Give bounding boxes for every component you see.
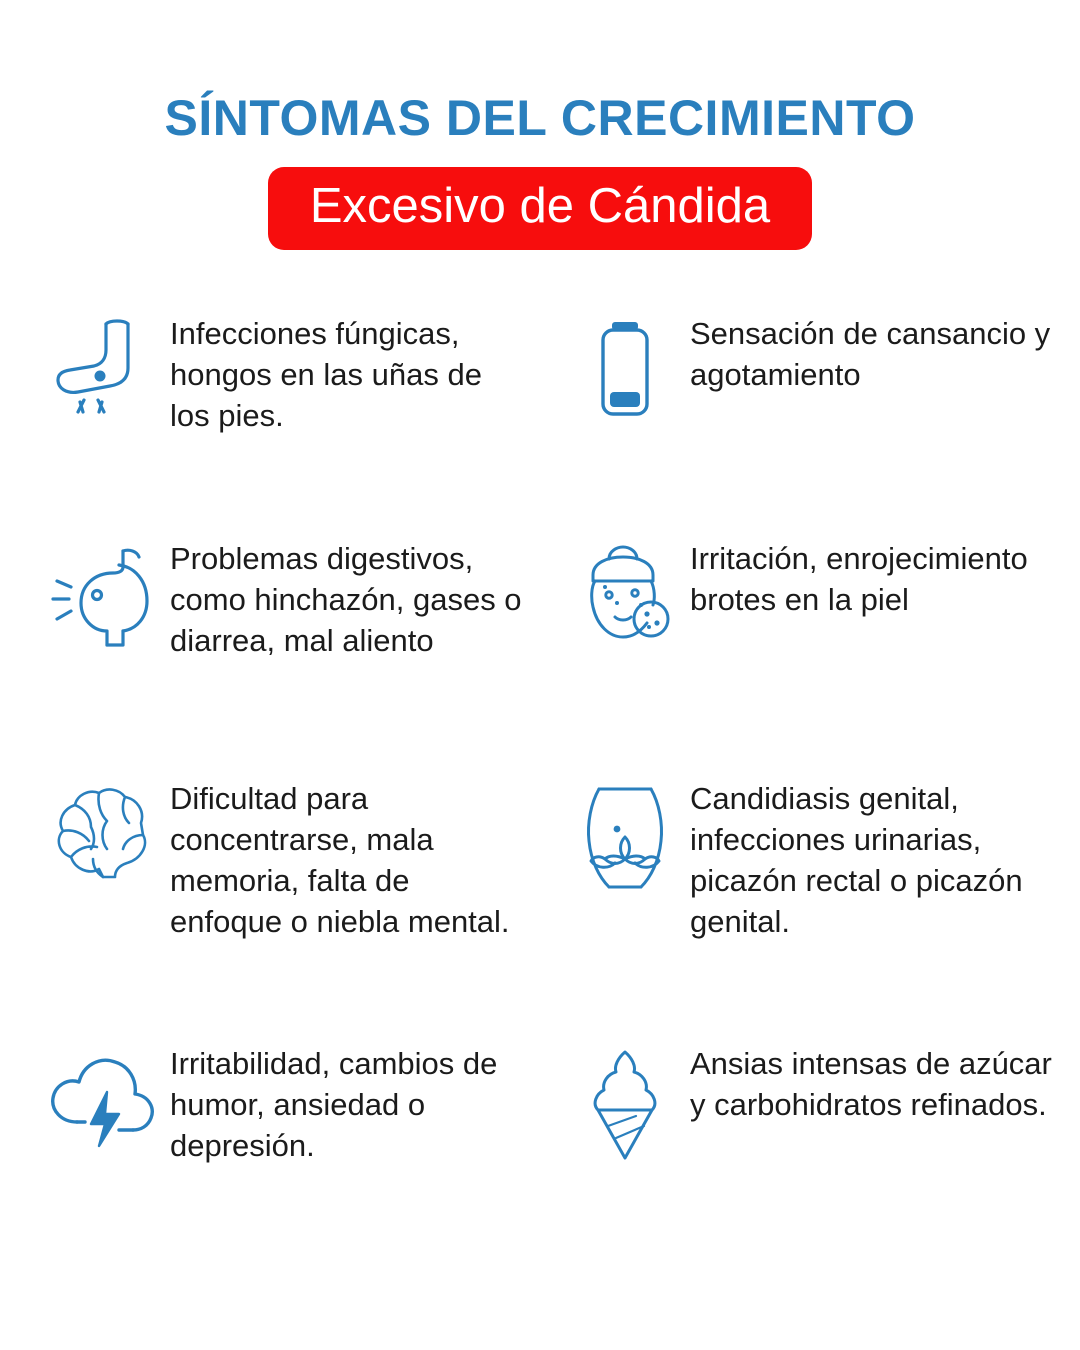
list-item [560, 777, 1080, 1042]
subtitle-badge: Excesivo de Cándida [268, 167, 812, 250]
list-item-label: Irritabilidad, cambios de humor, ansiedad o depresión. [170, 1045, 498, 1163]
stomach-icon [40, 537, 170, 661]
list-item [40, 312, 560, 537]
ice-cream-cone-icon [560, 1042, 690, 1164]
title-badge-wrapper [0, 167, 1080, 250]
list-item-label: Ansias intensas de azúcar y carbohidratos refinados. [690, 1045, 1052, 1122]
poster-header [0, 0, 1080, 250]
list-item [40, 1042, 560, 1217]
list-item-label: Problemas digestivos, como hinchazón, gases o diarrea, mal aliento [170, 540, 522, 658]
list-item-label: Candidiasis genital, infecciones urinarias, picazón rectal o picazón genital. [690, 780, 1023, 939]
list-item [560, 1042, 1080, 1217]
list-item [560, 537, 1080, 777]
face-acne-icon [560, 537, 690, 656]
pelvis-lotus-icon [560, 777, 690, 901]
list-item [40, 777, 560, 1042]
list-item-label: Sensación de cansancio y agotamiento [690, 315, 1051, 392]
battery-low-icon [560, 312, 690, 426]
list-item-label: Dificultad para concentrarse, mala memoria, falta de enfoque o niebla mental. [170, 780, 510, 939]
symptoms-grid [0, 312, 1080, 1217]
brain-icon [40, 777, 170, 891]
cloud-lightning-icon [40, 1042, 170, 1151]
list-item [560, 312, 1080, 537]
list-item [40, 537, 560, 777]
list-item-label: Infecciones fúngicas, hongos en las uñas de los pies. [170, 315, 482, 433]
page-title: SÍNTOMAS DEL CRECIMIENTO [164, 90, 916, 146]
list-item-label: Irritación, enrojecimiento brotes en la piel [690, 540, 1028, 617]
foot-pain-icon [40, 312, 170, 421]
